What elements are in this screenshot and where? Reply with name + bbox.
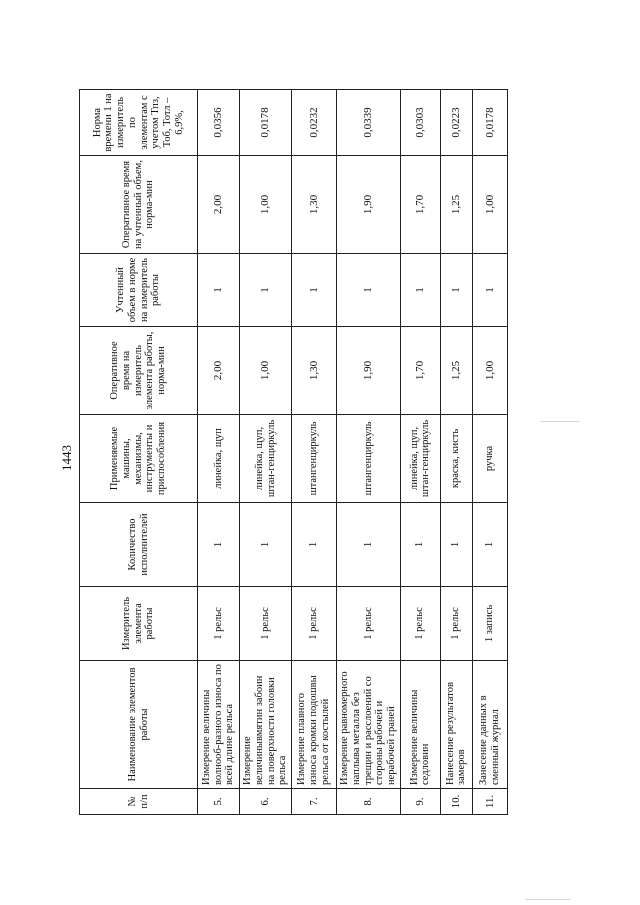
cell-norm-time: 0,0232 bbox=[292, 90, 337, 156]
cell-op-time: 1,00 bbox=[240, 327, 292, 415]
cell-op-time-volume: 1,30 bbox=[292, 156, 337, 254]
page-number: 1443 bbox=[59, 445, 74, 471]
cell-volume: 1 bbox=[400, 254, 440, 327]
work-elements-table bbox=[79, 89, 508, 815]
cell-count: 1 bbox=[198, 503, 240, 587]
cell-num: 8. bbox=[337, 789, 401, 815]
cell-tools: линейка, щуп, штан-генциркуль bbox=[240, 415, 292, 503]
cell-volume: 1 bbox=[292, 254, 337, 327]
cell-norm-time: 0,0178 bbox=[240, 90, 292, 156]
cell-count: 1 bbox=[240, 503, 292, 587]
rotated-table-container bbox=[79, 90, 501, 815]
cell-name: Измерение величины волнооб-разного износа по всей длине рельса bbox=[198, 661, 240, 789]
cell-meter: 1 рельс bbox=[337, 587, 401, 661]
cell-num: 9. bbox=[400, 789, 440, 815]
scan-artifact-line bbox=[540, 421, 580, 422]
cell-norm-time: 0,0303 bbox=[400, 90, 440, 156]
cell-volume: 1 bbox=[198, 254, 240, 327]
cell-norm-time: 0,0356 bbox=[198, 90, 240, 156]
cell-norm-time: 0,0223 bbox=[440, 90, 472, 156]
cell-norm-time: 0,0339 bbox=[337, 90, 401, 156]
header-volume: Учтенный объем в норме на измеритель работы bbox=[80, 254, 198, 327]
cell-num: 5. bbox=[198, 789, 240, 815]
cell-tools: линейка, щуп, штан-генциркуль bbox=[400, 415, 440, 503]
cell-tools: краска, кисть bbox=[440, 415, 472, 503]
cell-count: 1 bbox=[337, 503, 401, 587]
cell-meter: 1 запись bbox=[472, 587, 507, 661]
cell-op-time-volume: 2,00 bbox=[198, 156, 240, 254]
cell-op-time: 1,90 bbox=[337, 327, 401, 415]
cell-name: Нанесение результатов замеров bbox=[440, 661, 472, 789]
cell-op-time-volume: 1,00 bbox=[240, 156, 292, 254]
cell-op-time: 1,00 bbox=[472, 327, 507, 415]
cell-meter: 1 рельс bbox=[198, 587, 240, 661]
cell-norm-time: 0,0178 bbox=[472, 90, 507, 156]
table-row bbox=[440, 90, 472, 815]
cell-meter: 1 рельс bbox=[292, 587, 337, 661]
cell-op-time: 1,25 bbox=[440, 327, 472, 415]
cell-op-time-volume: 1,00 bbox=[472, 156, 507, 254]
table-row bbox=[198, 90, 240, 815]
cell-name: Измерение величинывмятин забоин на поверхности головки рельса bbox=[240, 661, 292, 789]
cell-meter: 1 рельс bbox=[440, 587, 472, 661]
cell-op-time: 1,30 bbox=[292, 327, 337, 415]
cell-op-time: 2,00 bbox=[198, 327, 240, 415]
header-name: Наименование элементов работы bbox=[80, 661, 198, 789]
table-row bbox=[292, 90, 337, 815]
cell-volume: 1 bbox=[440, 254, 472, 327]
table-row bbox=[400, 90, 440, 815]
cell-count: 1 bbox=[440, 503, 472, 587]
cell-volume: 1 bbox=[337, 254, 401, 327]
cell-num: 6. bbox=[240, 789, 292, 815]
cell-volume: 1 bbox=[240, 254, 292, 327]
table-row bbox=[472, 90, 507, 815]
header-norm-time: Норма времени 1 на измеритель по элементам с учетом Тпз, Тоб, Тотл – 6,9%, bbox=[80, 90, 198, 156]
cell-num: 7. bbox=[292, 789, 337, 815]
cell-name: Измерение величины седловин bbox=[400, 661, 440, 789]
cell-name: Измерение равномерного наплыва металла без трещин и расслоений со стороны рабочей и нерабочей граней bbox=[337, 661, 401, 789]
header-num: № п/п bbox=[80, 789, 198, 815]
header-row bbox=[80, 90, 198, 815]
cell-meter: 1 рельс bbox=[400, 587, 440, 661]
cell-op-time-volume: 1,25 bbox=[440, 156, 472, 254]
cell-tools: ручка bbox=[472, 415, 507, 503]
cell-count: 1 bbox=[292, 503, 337, 587]
cell-op-time-volume: 1,90 bbox=[337, 156, 401, 254]
cell-num: 11. bbox=[472, 789, 507, 815]
header-meter: Измеритель элемента работы bbox=[80, 587, 198, 661]
cell-meter: 1 рельс bbox=[240, 587, 292, 661]
cell-count: 1 bbox=[400, 503, 440, 587]
header-tools: Применяемые машины, механизмы, инструменты и приспособления bbox=[80, 415, 198, 503]
header-count: Количество исполнителей bbox=[80, 503, 198, 587]
table-row bbox=[337, 90, 401, 815]
cell-tools: линейка, щуп bbox=[198, 415, 240, 503]
cell-tools: штангенциркуль bbox=[337, 415, 401, 503]
header-op-time: Оперативное время на измеритель элемента работы, норма-мин bbox=[80, 327, 198, 415]
cell-op-time-volume: 1,70 bbox=[400, 156, 440, 254]
cell-count: 1 bbox=[472, 503, 507, 587]
table-row bbox=[240, 90, 292, 815]
cell-volume: 1 bbox=[472, 254, 507, 327]
cell-name: Занесение данных в сменный журнал bbox=[472, 661, 507, 789]
cell-tools: штангенциркуль bbox=[292, 415, 337, 503]
header-op-time-volume: Оперативное время на учтенный объем, норма-мин bbox=[80, 156, 198, 254]
cell-name: Измерение плавного износа кромки подошвы рельса от костылей bbox=[292, 661, 337, 789]
cell-op-time: 1,70 bbox=[400, 327, 440, 415]
scan-artifact-line bbox=[525, 899, 570, 900]
cell-num: 10. bbox=[440, 789, 472, 815]
